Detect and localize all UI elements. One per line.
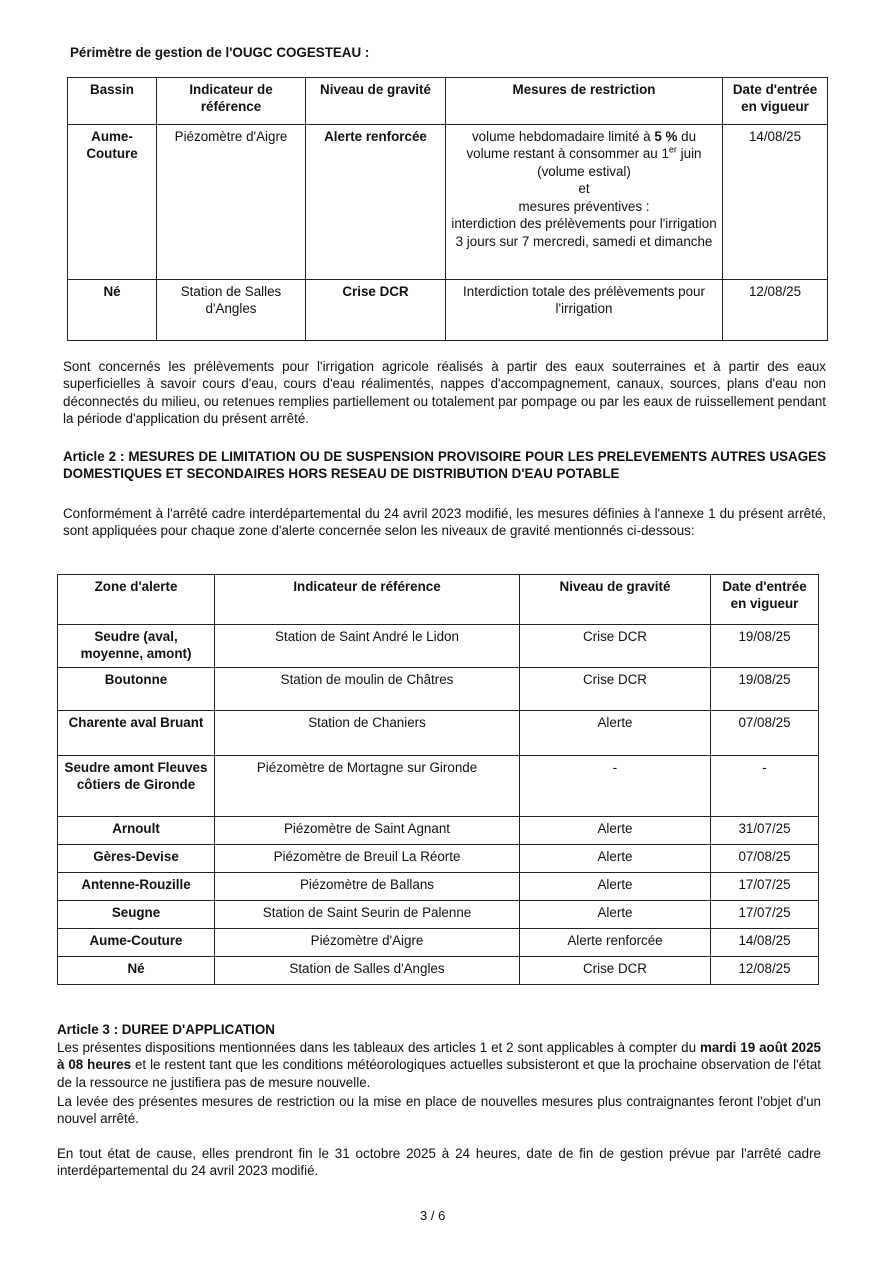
page-number: 3 / 6: [420, 1208, 446, 1223]
table-header-row: [68, 78, 828, 125]
table-row: [68, 280, 828, 341]
table-row: [58, 957, 819, 985]
cell-date: 14/08/25: [711, 929, 819, 957]
article3-paragraph-2: La levée des présentes mesures de restriction ou la mise en place de nouvelles mesures plus contraignantes feront l'objet d'un nouvel arrêté.: [57, 1094, 821, 1127]
table-row: [58, 845, 819, 873]
section-title: Périmètre de gestion de l'OUGC COGESTEAU :: [70, 45, 370, 60]
table-row: [58, 873, 819, 901]
mesure-text-3: juin (volume estival): [537, 146, 702, 179]
cell-niveau: Alerte renforcée: [520, 929, 711, 957]
table-row: [58, 929, 819, 957]
cell-niveau: Crise DCR: [306, 280, 446, 341]
col-header-mesures: Mesures de restriction: [446, 78, 723, 125]
article3-paragraph-1: [57, 1039, 821, 1091]
col-header-date: Date d'entrée en vigueur: [723, 78, 828, 125]
cell-niveau: Crise DCR: [520, 957, 711, 985]
cell-zone: Seudre amont Fleuves côtiers de Gironde: [58, 756, 215, 817]
cell-date: -: [711, 756, 819, 817]
cell-zone: Aume-Couture: [58, 929, 215, 957]
cell-indicateur: Station de Chaniers: [215, 711, 520, 756]
cell-zone: Arnoult: [58, 817, 215, 845]
table-row: [58, 668, 819, 711]
alert-zone-table: [57, 574, 819, 985]
cell-indicateur: Piézomètre d'Aigre: [215, 929, 520, 957]
table-row: [58, 901, 819, 929]
col-header-date: Date d'entrée en vigueur: [711, 575, 819, 625]
mesure-sup: er: [668, 144, 677, 155]
cell-zone: Seudre (aval, moyenne, amont): [58, 625, 215, 668]
cell-date: 12/08/25: [711, 957, 819, 985]
mesure-interdiction: interdiction des prélèvements pour l'irrigation 3 jours sur 7 mercredi, samedi et dimanche: [451, 216, 717, 249]
paragraph-prelevements: Sont concernés les prélèvements pour l'irrigation agricole réalisés à partir des eaux souterraines et à partir des eaux superficielles à savoir cours d'eau, cours d'eau réalimentés, nappes d'accompagnement, canaux, sources, plans d'eau non déconnectés du milieu, ou retenues remplies partiellement ou totalement par pompage ou par les eaux de ruissellement pendant la période d'application du présent arrêté.: [63, 359, 826, 427]
cell-niveau: Crise DCR: [520, 625, 711, 668]
cell-indicateur: Piézomètre de Ballans: [215, 873, 520, 901]
cell-indicateur: Piézomètre de Saint Agnant: [215, 817, 520, 845]
cell-date: 19/08/25: [711, 625, 819, 668]
mesure-percent: 5 %: [654, 129, 678, 144]
table-row: [58, 817, 819, 845]
cell-indicateur: Piézomètre d'Aigre: [157, 125, 306, 280]
table-row: [68, 125, 828, 280]
cell-date: 14/08/25: [723, 125, 828, 280]
cell-date: 17/07/25: [711, 873, 819, 901]
cell-bassin: Aume-Couture: [68, 125, 157, 280]
col-header-zone: Zone d'alerte: [58, 575, 215, 625]
col-header-bassin: Bassin: [68, 78, 157, 125]
cell-date: 07/08/25: [711, 845, 819, 873]
table-row: [58, 711, 819, 756]
article2-text: Conformément à l'arrêté cadre interdépartemental du 24 avril 2023 modifié, les mesures définies à l'annexe 1 du présent arrêté, sont appliquées pour chaque zone d'alerte concernée selon les niveaux de gravité mentionnés ci-dessous:: [63, 506, 826, 539]
mesure-et: et: [578, 181, 590, 197]
cell-indicateur: Station de Salles d'Angles: [215, 957, 520, 985]
cell-indicateur: Piézomètre de Breuil La Réorte: [215, 845, 520, 873]
table-row: [58, 756, 819, 817]
cell-indicateur: Station de Saint Seurin de Palenne: [215, 901, 520, 929]
cell-niveau: Alerte: [520, 901, 711, 929]
article3-date-bold: mardi 19 août 2025 à 08 heures: [57, 1040, 822, 1073]
cell-zone: Boutonne: [58, 668, 215, 711]
cell-bassin: Né: [68, 280, 157, 341]
cell-niveau: Alerte renforcée: [306, 125, 446, 280]
cell-niveau: Alerte: [520, 711, 711, 756]
cell-date: 31/07/25: [711, 817, 819, 845]
cell-niveau: Crise DCR: [520, 668, 711, 711]
cell-niveau: -: [520, 756, 711, 817]
col-header-indicateur: Indicateur de référence: [215, 575, 520, 625]
cell-zone: Antenne-Rouzille: [58, 873, 215, 901]
col-header-niveau: Niveau de gravité: [520, 575, 711, 625]
cell-date: 19/08/25: [711, 668, 819, 711]
cell-indicateur: Station de Saint André le Lidon: [215, 625, 520, 668]
table-header-row: [58, 575, 819, 625]
cell-indicateur: Piézomètre de Mortagne sur Gironde: [215, 756, 520, 817]
cell-indicateur: Station de Salles d'Angles: [157, 280, 306, 341]
cell-date: 17/07/25: [711, 901, 819, 929]
cell-mesures: Interdiction totale des prélèvements pour l'irrigation: [446, 280, 723, 341]
article3-paragraph-3: En tout état de cause, elles prendront fin le 31 octobre 2025 à 24 heures, date de fin de gestion prévue par l'arrêté cadre interdépartemental du 24 avril 2023 modifié.: [57, 1146, 821, 1179]
mesure-preventives: mesures préventives :: [518, 198, 650, 214]
article2-title: Article 2 : MESURES DE LIMITATION OU DE SUSPENSION PROVISOIRE POUR LES PRELEVEMENTS AUTRES USAGES DOMESTIQUES ET SECONDAIRES HORS RESEAU DE DISTRIBUTION D'EAU POTABLE: [63, 449, 826, 482]
cell-date: 07/08/25: [711, 711, 819, 756]
cell-zone: Gères-Devise: [58, 845, 215, 873]
restriction-table: [67, 77, 828, 341]
article3-text-b: et le restent tant que les conditions météorologiques actuelles subsisteront et que la prochaine observation de l'état de la ressource ne justifiera pas de mesure nouvelle.: [57, 1057, 821, 1090]
cell-zone: Seugne: [58, 901, 215, 929]
cell-mesures: [446, 125, 723, 280]
article3-title: Article 3 : DUREE D'APPLICATION: [57, 1022, 275, 1037]
table-row: [58, 625, 819, 668]
cell-niveau: Alerte: [520, 817, 711, 845]
mesure-text-1: volume hebdomadaire limité à: [471, 129, 655, 144]
mesure-text-2: du volume restant à consommer au 1: [466, 129, 697, 162]
cell-niveau: Alerte: [520, 873, 711, 901]
col-header-indicateur: Indicateur de référence: [157, 78, 306, 125]
cell-date: 12/08/25: [723, 280, 828, 341]
col-header-niveau: Niveau de gravité: [306, 78, 446, 125]
cell-indicateur: Station de moulin de Châtres: [215, 668, 520, 711]
cell-zone: Né: [58, 957, 215, 985]
cell-zone: Charente aval Bruant: [58, 711, 215, 756]
cell-niveau: Alerte: [520, 845, 711, 873]
article3-text-a: Les présentes dispositions mentionnées dans les tableaux des articles 1 et 2 sont applicables à compter du: [57, 1040, 700, 1055]
